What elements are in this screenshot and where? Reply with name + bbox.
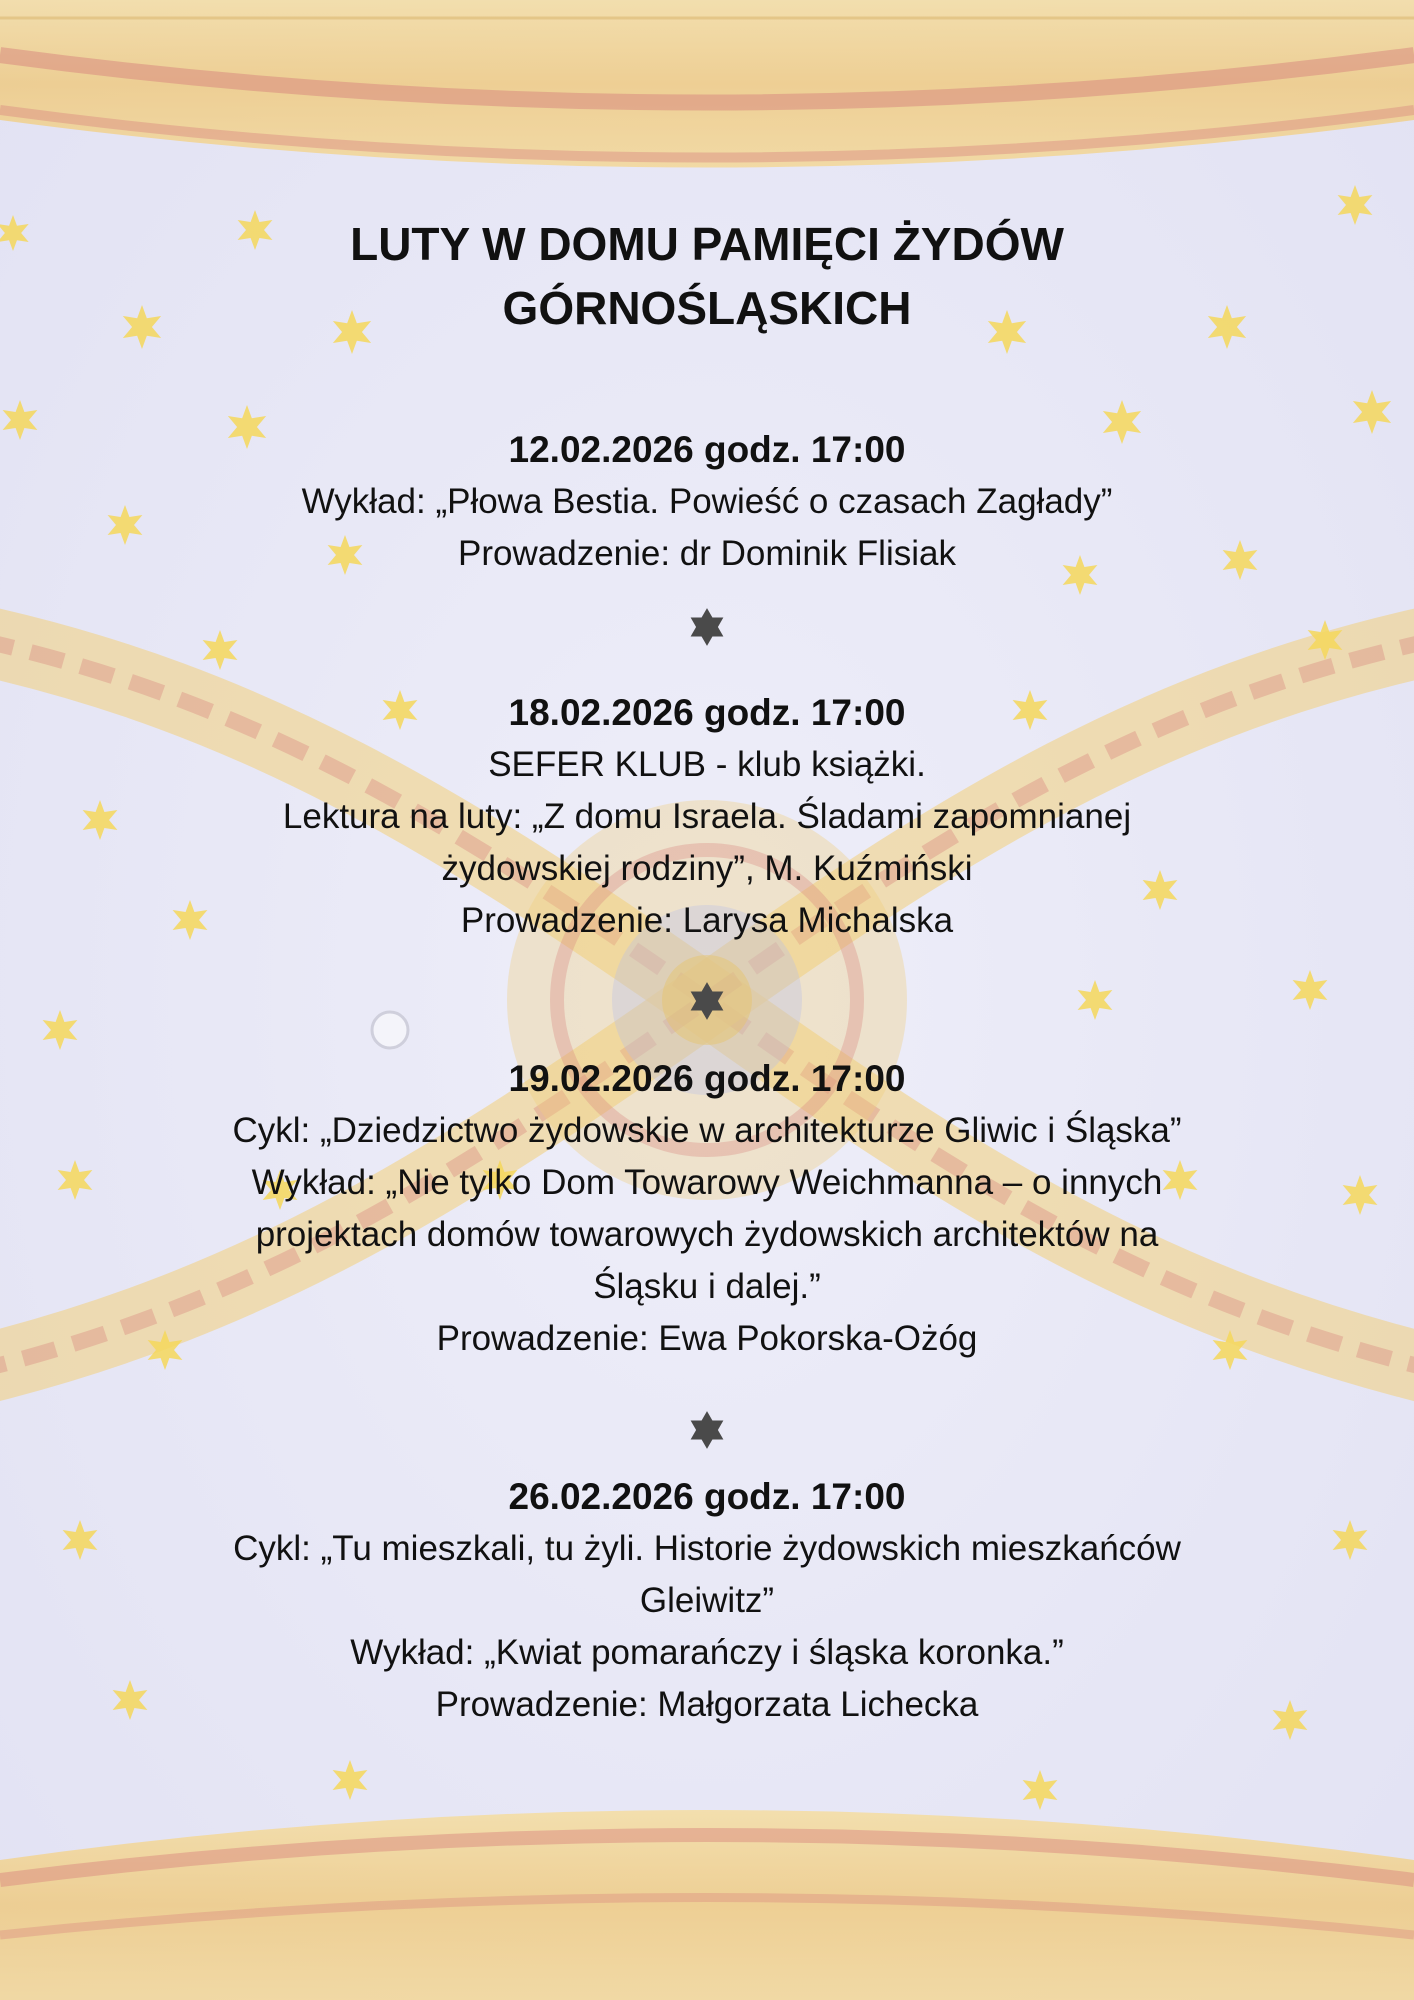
event-2 bbox=[0, 687, 1414, 947]
event-line: żydowskiej rodziny”, M. Kuźmiński bbox=[441, 849, 973, 888]
event-line: Wykład: „Nie tylko Dom Towarowy Weichmanna – o innych bbox=[251, 1163, 1163, 1202]
event-date: 19.02.2026 godz. 17:00 bbox=[508, 1058, 906, 1099]
event-line: SEFER KLUB - klub książki. bbox=[488, 745, 926, 784]
event-line: Wykład: „Płowa Bestia. Powieść o czasach Zagłady” bbox=[301, 482, 1113, 521]
star-of-david-icon bbox=[686, 980, 728, 1022]
page-title bbox=[0, 212, 1414, 340]
event-line: Śląsku i dalej.” bbox=[593, 1267, 821, 1306]
event-line: Gleiwitz” bbox=[639, 1581, 775, 1620]
event-line: Cykl: „Dziedzictwo żydowskie w architekturze Gliwic i Śląska” bbox=[232, 1111, 1182, 1150]
event-host: Prowadzenie: Małgorzata Lichecka bbox=[435, 1685, 979, 1724]
event-date: 12.02.2026 godz. 17:00 bbox=[508, 429, 906, 470]
event-3 bbox=[0, 1053, 1414, 1365]
event-1 bbox=[0, 424, 1414, 580]
event-host: Prowadzenie: Larysa Michalska bbox=[460, 901, 954, 940]
event-line: Cykl: „Tu mieszkali, tu żyli. Historie żydowskich mieszkańców bbox=[233, 1529, 1181, 1568]
event-line: Lektura na luty: „Z domu Israela. Śladami zapomnianej bbox=[282, 797, 1132, 836]
star-of-david-icon bbox=[686, 1409, 728, 1451]
event-date: 18.02.2026 godz. 17:00 bbox=[508, 692, 906, 733]
title-line-2: GÓRNOŚLĄSKICH bbox=[502, 282, 912, 334]
event-host: Prowadzenie: dr Dominik Flisiak bbox=[458, 534, 956, 573]
event-4 bbox=[0, 1471, 1414, 1731]
event-line: Wykład: „Kwiat pomarańczy i śląska koronka.” bbox=[350, 1633, 1064, 1672]
title-line-1: LUTY W DOMU PAMIĘCI ŻYDÓW bbox=[350, 218, 1064, 270]
event-host: Prowadzenie: Ewa Pokorska-Ożóg bbox=[436, 1319, 978, 1358]
event-line: projektach domów towarowych żydowskich architektów na bbox=[255, 1215, 1159, 1254]
star-of-david-icon bbox=[686, 606, 728, 648]
event-date: 26.02.2026 godz. 17:00 bbox=[508, 1476, 906, 1517]
